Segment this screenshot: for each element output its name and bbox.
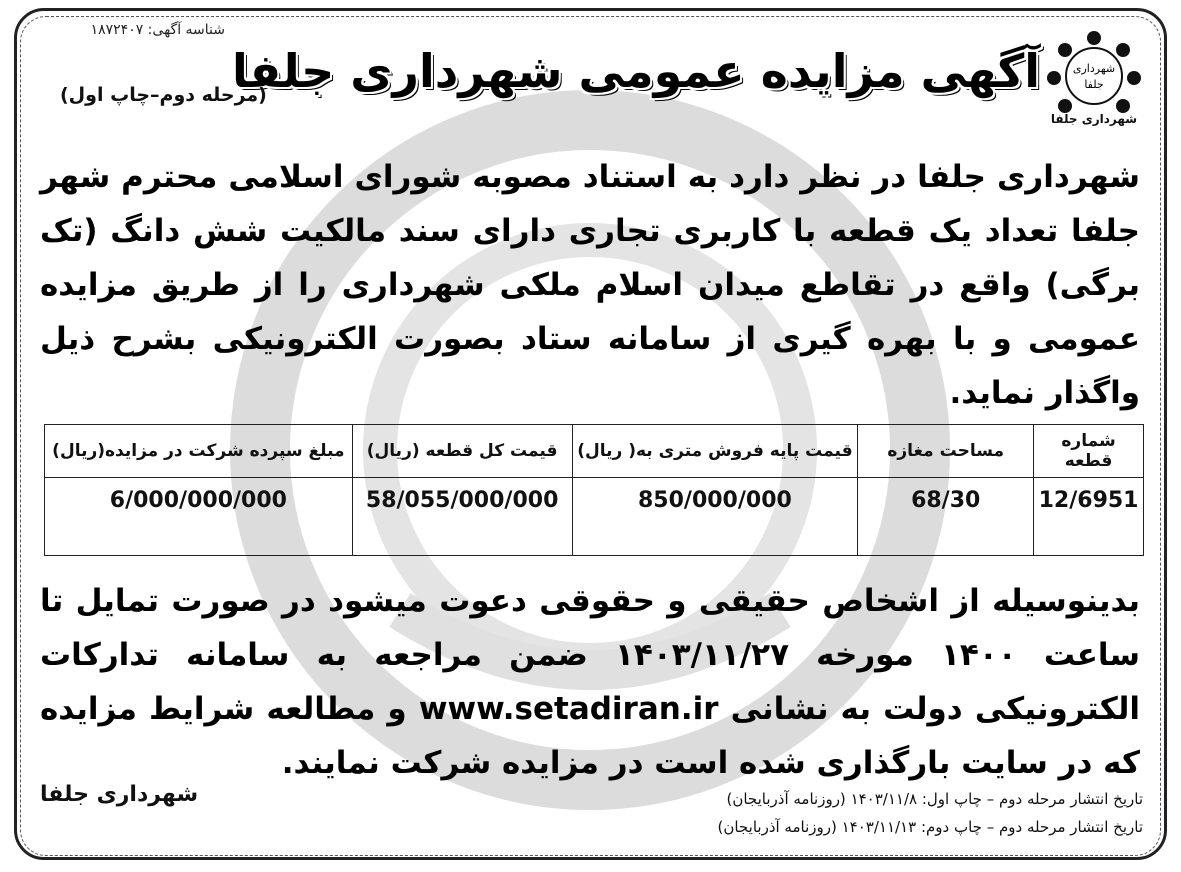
- table-cell: 6/000/000/000: [45, 478, 353, 556]
- table-cell: 68/30: [858, 478, 1034, 556]
- publication-date-second: تاریخ انتشار مرحله دوم – چاپ دوم: ۱۴۰۳/۱۱/۱۳ (روزنامه آذربایجان): [717, 818, 1143, 836]
- notice-title: آگهی مزایده عمومی شهرداری جلفا: [231, 44, 1040, 98]
- table-cell: 12/6951: [1034, 478, 1144, 556]
- logo-caption: شهرداری جلفا: [1050, 112, 1138, 126]
- ad-id: شناسه آگهی: ۱۸۷۲۴۰۷: [90, 22, 225, 38]
- auction-table: [44, 424, 1144, 556]
- table-header: مساحت مغازه: [858, 425, 1034, 478]
- table-cell: 850/000/000: [572, 478, 858, 556]
- intro-paragraph: شهرداری جلفا در نظر دارد به استناد مصوبه شورای اسلامی محترم شهر جلفا تعداد یک قطعه با کاربری تجاری دارای سند مالکیت شش دانگ (تک برگی) واقع در تقاطع میدان اسلام ملکی شهرداری را از طریق مزایده عمومی و با بهره گیری از سامانه ستاد بصورت الکترونیکی بشرح ذیل واگذار نماید.: [40, 159, 1140, 411]
- logo-text-top: شهرداری: [1072, 62, 1116, 75]
- table-row: [45, 478, 1144, 556]
- table-header-row: [45, 425, 1144, 478]
- stage-label: (مرحله دوم–چاپ اول): [60, 84, 267, 106]
- logo-text-bottom: جلفا: [1084, 78, 1104, 91]
- publication-date-first: تاریخ انتشار مرحله دوم – چاپ اول: ۱۴۰۳/۱۱/۸ (روزنامه آذربایجان): [726, 790, 1143, 808]
- table-header: قیمت کل قطعه (ریال): [352, 425, 572, 478]
- table-cell: 58/055/000/000: [352, 478, 572, 556]
- table-header: مبلغ سپرده شرکت در مزایده(ریال): [45, 425, 353, 478]
- table-header: شماره قطعه: [1034, 425, 1144, 478]
- invitation-paragraph: بدینوسیله از اشخاص حقیقی و حقوقی دعوت میشود در صورت تمایل تا ساعت ۱۴۰۰ مورخه ۱۴۰۳/۱۱/۲۷ ضمن مراجعه به سامانه تدارکات الکترونیکی دولت به نشانی www.setadiran.ir و مطالعه شرایط مزایده که در سایت بارگذاری شده است در مزایده شرکت نمایند.: [40, 583, 1141, 781]
- table-header: قیمت پایه فروش متری به( ریال): [572, 425, 858, 478]
- signature: شهرداری جلفا: [40, 782, 199, 807]
